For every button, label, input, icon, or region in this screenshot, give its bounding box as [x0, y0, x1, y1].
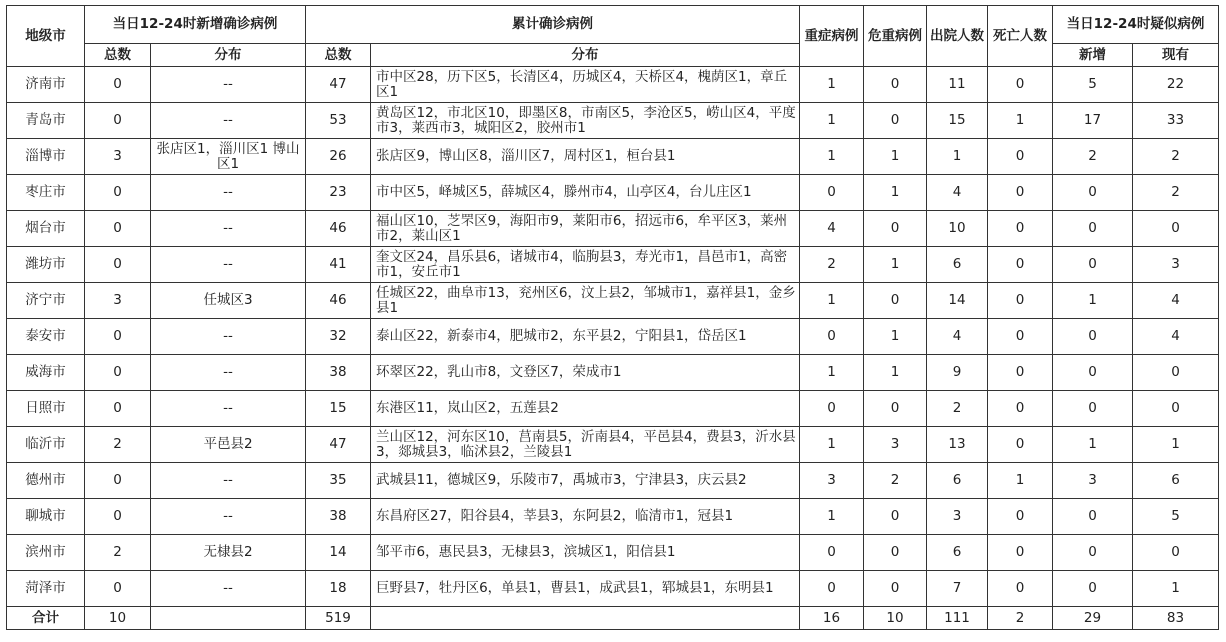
new-dist-cell: --: [151, 211, 306, 247]
suspect-current-cell: 0: [1133, 355, 1219, 391]
critical-cell: 0: [864, 211, 927, 247]
city-cell: 潍坊市: [7, 247, 85, 283]
suspect-current-cell: 6: [1133, 463, 1219, 499]
new-total-cell: 0: [85, 67, 151, 103]
cum-total-cell: 53: [306, 103, 371, 139]
table-row: [7, 463, 1219, 499]
suspect-new-cell: 1: [1053, 283, 1133, 319]
critical-cell: 0: [864, 283, 927, 319]
total-row: [7, 607, 1219, 630]
cum-total-cell: 38: [306, 355, 371, 391]
city-cell: 淄博市: [7, 139, 85, 175]
suspect-new-cell: 0: [1053, 535, 1133, 571]
total-severe: 16: [800, 607, 864, 630]
suspect-current-cell: 0: [1133, 211, 1219, 247]
cum-total-cell: 46: [306, 211, 371, 247]
table-row: [7, 67, 1219, 103]
cum-dist-cell: 巨野县7，牡丹区6，单县1，曹县1，成武县1，郓城县1，东明县1: [371, 571, 800, 607]
deaths-cell: 0: [988, 355, 1053, 391]
new-total-cell: 2: [85, 535, 151, 571]
suspect-current-cell: 4: [1133, 319, 1219, 355]
suspect-new-cell: 0: [1053, 499, 1133, 535]
new-dist-cell: 无棣县2: [151, 535, 306, 571]
total-new-dist: [151, 607, 306, 630]
discharged-cell: 6: [927, 463, 988, 499]
city-cell: 德州市: [7, 463, 85, 499]
deaths-cell: 0: [988, 211, 1053, 247]
city-cell: 泰安市: [7, 319, 85, 355]
cum-total-cell: 47: [306, 427, 371, 463]
covid-cases-table: [6, 5, 1219, 630]
deaths-cell: 1: [988, 103, 1053, 139]
header-suspect-new: 新增: [1053, 44, 1133, 67]
new-total-cell: 0: [85, 355, 151, 391]
cum-dist-cell: 武城县11，德城区9，乐陵市7，禹城市3，宁津县3，庆云县2: [371, 463, 800, 499]
cum-dist-cell: 福山区10，芝罘区9，海阳市9，莱阳市6，招远市6，牟平区3，莱州市2，莱山区1: [371, 211, 800, 247]
cum-total-cell: 41: [306, 247, 371, 283]
cum-dist-cell: 张店区9，博山区8，淄川区7，周村区1，桓台县1: [371, 139, 800, 175]
new-total-cell: 0: [85, 499, 151, 535]
deaths-cell: 0: [988, 175, 1053, 211]
header-cum-distribution: 分布: [371, 44, 800, 67]
cum-dist-cell: 黄岛区12，市北区10，即墨区8，市南区5，李沧区5，崂山区4，平度市3，莱西市3，城阳区2，胶州市1: [371, 103, 800, 139]
deaths-cell: 0: [988, 247, 1053, 283]
discharged-cell: 15: [927, 103, 988, 139]
new-dist-cell: 平邑县2: [151, 427, 306, 463]
suspect-current-cell: 33: [1133, 103, 1219, 139]
city-cell: 滨州市: [7, 535, 85, 571]
new-dist-cell: --: [151, 571, 306, 607]
severe-cell: 1: [800, 67, 864, 103]
header-deaths: 死亡人数: [988, 6, 1053, 67]
new-total-cell: 2: [85, 427, 151, 463]
city-cell: 威海市: [7, 355, 85, 391]
cum-dist-cell: 兰山区12，河东区10，莒南县5，沂南县4，平邑县4，费县3，沂水县3，郯城县3，临沭县2，兰陵县1: [371, 427, 800, 463]
table-row: [7, 535, 1219, 571]
cum-total-cell: 26: [306, 139, 371, 175]
suspect-current-cell: 3: [1133, 247, 1219, 283]
city-cell: 临沂市: [7, 427, 85, 463]
new-total-cell: 0: [85, 211, 151, 247]
suspect-new-cell: 0: [1053, 355, 1133, 391]
new-total-cell: 0: [85, 571, 151, 607]
total-discharged: 111: [927, 607, 988, 630]
header-suspected: 当日12-24时疑似病例: [1053, 6, 1219, 44]
suspect-new-cell: 0: [1053, 391, 1133, 427]
critical-cell: 0: [864, 499, 927, 535]
table-row: [7, 571, 1219, 607]
new-dist-cell: --: [151, 355, 306, 391]
new-total-cell: 0: [85, 175, 151, 211]
city-cell: 济南市: [7, 67, 85, 103]
suspect-current-cell: 0: [1133, 535, 1219, 571]
table-row: [7, 391, 1219, 427]
cum-dist-cell: 泰山区22，新泰市4，肥城市2，东平县2，宁阳县1，岱岳区1: [371, 319, 800, 355]
header-new-total: 总数: [85, 44, 151, 67]
suspect-new-cell: 0: [1053, 319, 1133, 355]
header-suspect-current: 现有: [1133, 44, 1219, 67]
city-cell: 日照市: [7, 391, 85, 427]
new-total-cell: 3: [85, 139, 151, 175]
deaths-cell: 0: [988, 283, 1053, 319]
table-row: [7, 247, 1219, 283]
new-dist-cell: --: [151, 247, 306, 283]
deaths-cell: 0: [988, 571, 1053, 607]
discharged-cell: 13: [927, 427, 988, 463]
cum-dist-cell: 市中区5，峄城区5，薛城区4，滕州市4，山亭区4，台儿庄区1: [371, 175, 800, 211]
table-row: [7, 211, 1219, 247]
table-row: [7, 103, 1219, 139]
severe-cell: 0: [800, 391, 864, 427]
total-cum: 519: [306, 607, 371, 630]
header-cum-total: 总数: [306, 44, 371, 67]
city-cell: 聊城市: [7, 499, 85, 535]
critical-cell: 1: [864, 355, 927, 391]
suspect-current-cell: 4: [1133, 283, 1219, 319]
total-suspect-new: 29: [1053, 607, 1133, 630]
discharged-cell: 4: [927, 319, 988, 355]
new-dist-cell: 任城区3: [151, 283, 306, 319]
table-row: [7, 499, 1219, 535]
header-discharged: 出院人数: [927, 6, 988, 67]
cum-total-cell: 46: [306, 283, 371, 319]
total-label: 合计: [7, 607, 85, 630]
city-cell: 菏泽市: [7, 571, 85, 607]
header-new-confirmed: 当日12-24时新增确诊病例: [85, 6, 306, 44]
severe-cell: 1: [800, 103, 864, 139]
suspect-new-cell: 0: [1053, 211, 1133, 247]
deaths-cell: 0: [988, 139, 1053, 175]
critical-cell: 3: [864, 427, 927, 463]
cum-dist-cell: 任城区22，曲阜市13，兖州区6，汶上县2，邹城市1，嘉祥县1，金乡县1: [371, 283, 800, 319]
new-total-cell: 0: [85, 391, 151, 427]
suspect-new-cell: 0: [1053, 571, 1133, 607]
severe-cell: 2: [800, 247, 864, 283]
critical-cell: 0: [864, 67, 927, 103]
deaths-cell: 0: [988, 535, 1053, 571]
header-cumulative: 累计确诊病例: [306, 6, 800, 44]
severe-cell: 1: [800, 427, 864, 463]
new-total-cell: 0: [85, 247, 151, 283]
table-row: [7, 355, 1219, 391]
discharged-cell: 3: [927, 499, 988, 535]
critical-cell: 1: [864, 319, 927, 355]
total-new: 10: [85, 607, 151, 630]
deaths-cell: 0: [988, 499, 1053, 535]
cum-total-cell: 23: [306, 175, 371, 211]
critical-cell: 0: [864, 391, 927, 427]
suspect-current-cell: 1: [1133, 427, 1219, 463]
suspect-current-cell: 22: [1133, 67, 1219, 103]
severe-cell: 3: [800, 463, 864, 499]
new-dist-cell: --: [151, 103, 306, 139]
new-dist-cell: 张店区1，淄川区1 博山区1: [151, 139, 306, 175]
new-dist-cell: --: [151, 463, 306, 499]
city-cell: 枣庄市: [7, 175, 85, 211]
discharged-cell: 1: [927, 139, 988, 175]
new-dist-cell: --: [151, 391, 306, 427]
new-dist-cell: --: [151, 175, 306, 211]
total-critical: 10: [864, 607, 927, 630]
deaths-cell: 0: [988, 319, 1053, 355]
deaths-cell: 0: [988, 427, 1053, 463]
cum-total-cell: 35: [306, 463, 371, 499]
header-new-distribution: 分布: [151, 44, 306, 67]
suspect-new-cell: 1: [1053, 427, 1133, 463]
severe-cell: 1: [800, 355, 864, 391]
severe-cell: 1: [800, 283, 864, 319]
discharged-cell: 6: [927, 535, 988, 571]
discharged-cell: 11: [927, 67, 988, 103]
critical-cell: 0: [864, 103, 927, 139]
city-cell: 济宁市: [7, 283, 85, 319]
cum-total-cell: 15: [306, 391, 371, 427]
severe-cell: 1: [800, 139, 864, 175]
city-cell: 烟台市: [7, 211, 85, 247]
new-dist-cell: --: [151, 499, 306, 535]
table-row: [7, 283, 1219, 319]
cum-dist-cell: 市中区28，历下区5，长清区4，历城区4，天桥区4，槐荫区1，章丘区1: [371, 67, 800, 103]
suspect-new-cell: 5: [1053, 67, 1133, 103]
critical-cell: 0: [864, 535, 927, 571]
cum-dist-cell: 邹平市6，惠民县3，无棣县3，滨城区1，阳信县1: [371, 535, 800, 571]
cum-dist-cell: 环翠区22，乳山市8，文登区7，荣成市1: [371, 355, 800, 391]
table-row: [7, 427, 1219, 463]
table-row: [7, 139, 1219, 175]
table-row: [7, 319, 1219, 355]
cum-total-cell: 14: [306, 535, 371, 571]
header-critical: 危重病例: [864, 6, 927, 67]
suspect-current-cell: 2: [1133, 175, 1219, 211]
critical-cell: 2: [864, 463, 927, 499]
discharged-cell: 10: [927, 211, 988, 247]
critical-cell: 0: [864, 571, 927, 607]
suspect-current-cell: 1: [1133, 571, 1219, 607]
discharged-cell: 14: [927, 283, 988, 319]
cum-dist-cell: 奎文区24，昌乐县6，诸城市4，临朐县3，寿光市1，昌邑市1，高密市1，安丘市1: [371, 247, 800, 283]
cum-dist-cell: 东港区11，岚山区2，五莲县2: [371, 391, 800, 427]
new-total-cell: 0: [85, 319, 151, 355]
severe-cell: 0: [800, 319, 864, 355]
total-deaths: 2: [988, 607, 1053, 630]
severe-cell: 4: [800, 211, 864, 247]
new-total-cell: 3: [85, 283, 151, 319]
cum-dist-cell: 东昌府区27，阳谷县4，莘县3，东阿县2，临清市1，冠县1: [371, 499, 800, 535]
cum-total-cell: 47: [306, 67, 371, 103]
suspect-current-cell: 5: [1133, 499, 1219, 535]
cum-total-cell: 38: [306, 499, 371, 535]
suspect-new-cell: 2: [1053, 139, 1133, 175]
discharged-cell: 4: [927, 175, 988, 211]
suspect-new-cell: 0: [1053, 247, 1133, 283]
deaths-cell: 1: [988, 463, 1053, 499]
city-cell: 青岛市: [7, 103, 85, 139]
suspect-new-cell: 3: [1053, 463, 1133, 499]
total-suspect-current: 83: [1133, 607, 1219, 630]
suspect-new-cell: 0: [1053, 175, 1133, 211]
critical-cell: 1: [864, 247, 927, 283]
severe-cell: 0: [800, 535, 864, 571]
discharged-cell: 6: [927, 247, 988, 283]
severe-cell: 0: [800, 175, 864, 211]
suspect-current-cell: 0: [1133, 391, 1219, 427]
new-dist-cell: --: [151, 319, 306, 355]
discharged-cell: 2: [927, 391, 988, 427]
cum-total-cell: 32: [306, 319, 371, 355]
severe-cell: 1: [800, 499, 864, 535]
table-row: [7, 175, 1219, 211]
header-city: 地级市: [7, 6, 85, 67]
suspect-new-cell: 17: [1053, 103, 1133, 139]
discharged-cell: 9: [927, 355, 988, 391]
total-cum-dist: [371, 607, 800, 630]
deaths-cell: 0: [988, 391, 1053, 427]
suspect-current-cell: 2: [1133, 139, 1219, 175]
new-dist-cell: --: [151, 67, 306, 103]
critical-cell: 1: [864, 175, 927, 211]
header-severe: 重症病例: [800, 6, 864, 67]
severe-cell: 0: [800, 571, 864, 607]
discharged-cell: 7: [927, 571, 988, 607]
new-total-cell: 0: [85, 103, 151, 139]
deaths-cell: 0: [988, 67, 1053, 103]
critical-cell: 1: [864, 139, 927, 175]
new-total-cell: 0: [85, 463, 151, 499]
cum-total-cell: 18: [306, 571, 371, 607]
